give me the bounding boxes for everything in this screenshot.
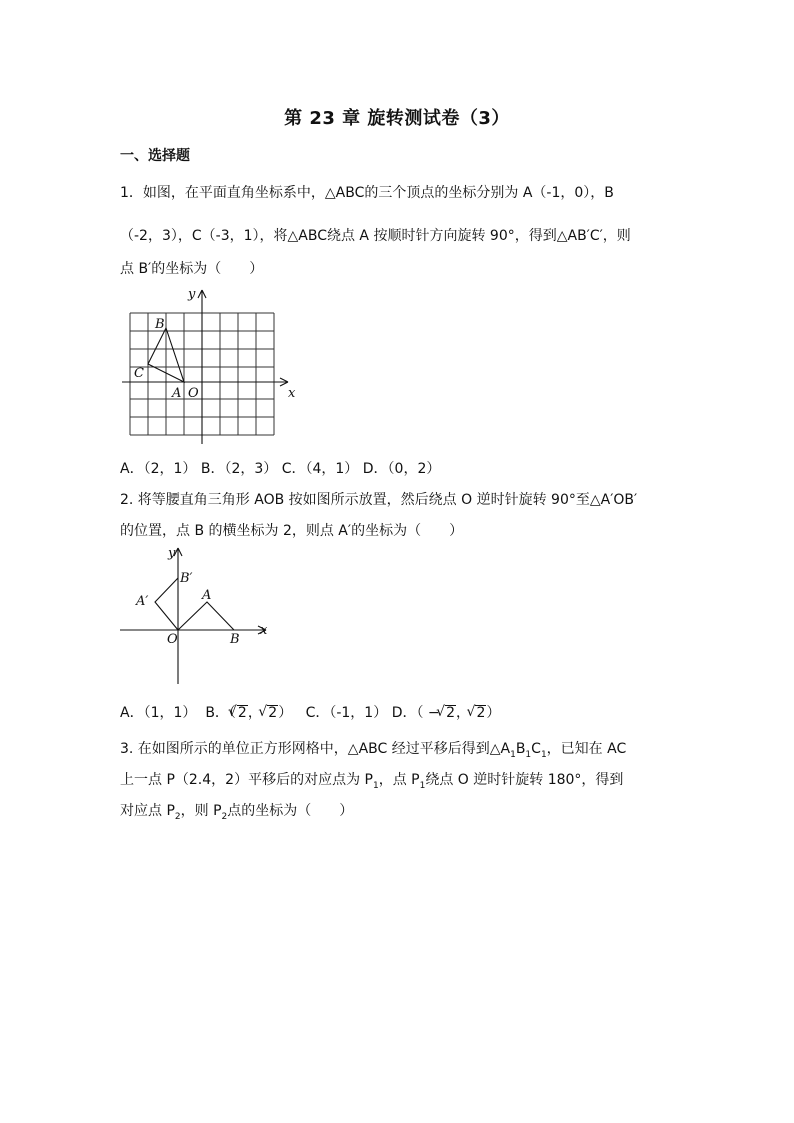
q2-y-label: y: [168, 546, 176, 561]
q2-choice-a: A．（1，1）: [120, 705, 197, 721]
q3-line-2: 上一点 P（2.4，2）平移后的对应点为 $P_1$，点 $P_1$绕点 O 逆时针旋转 180°，得到: [120, 772, 624, 791]
q1-label-a: A: [172, 386, 182, 401]
q2-choice-b: B．（√ 2， √ 2）: [205, 705, 292, 721]
q1-line-3: 点 B′的坐标为（ ）: [120, 261, 264, 277]
q1-x-label: x: [288, 386, 296, 401]
q2-figure: [116, 542, 276, 688]
section-heading: 一、选择题: [120, 148, 190, 164]
q2-line-1: 2. 将等腰直角三角形 AOB 按如图所示放置，然后绕点 O 逆时针旋转 90°至△A′OB′: [120, 492, 638, 508]
q2-choices: [120, 702, 500, 722]
q1-line-1: 1．如图，在平面直角坐标系中，△ABC的三个顶点的坐标分别为 A（-1，0），B: [120, 185, 614, 201]
sqrt-symbol: √ 2: [267, 705, 278, 721]
q3-line-1: 3. 在如图所示的单位正方形网格中，△ABC 经过平移后得到$\triangle A_1B_1C_1$，已知在 AC: [120, 741, 627, 760]
q1-choices: A．（2，1） B．（2，3） C．（4，1） D．（0，2）: [120, 461, 441, 477]
q2-triangle-aob: [178, 602, 234, 630]
q1-y-label: y: [188, 287, 196, 302]
q2-label-a: A: [202, 588, 212, 603]
q2-triangle-a-prime-o-b-prime: [155, 578, 178, 630]
sqrt-symbol: √ 2: [475, 705, 486, 721]
q2-label-a-prime: A′: [136, 594, 149, 609]
q2-choice-d: D．（ − √ 2， √ 2）: [392, 705, 501, 721]
q1-line-2: （-2，3），C（-3，1），将△ABC绕点 A 按顺时针方向旋转 90°，得到△AB′C′，则: [120, 228, 631, 244]
q2-x-label: x: [260, 623, 268, 638]
q1-label-c: C: [134, 366, 144, 381]
sqrt-symbol: √ 2: [445, 705, 456, 721]
sqrt-symbol: √ 2: [237, 705, 248, 721]
page-title: 第 23 章 旋转测试卷（3）: [284, 108, 510, 129]
q1-label-b: B: [155, 317, 165, 332]
q2-choice-c: C．（-1，1）: [305, 705, 388, 721]
q2-label-o: O: [167, 632, 178, 647]
q1-figure: [118, 284, 298, 446]
q1-label-o: O: [188, 386, 199, 401]
q2-label-b-prime: B′: [180, 571, 193, 586]
q2-line-2: 的位置，点 B 的横坐标为 2，则点 A′的坐标为（ ）: [120, 523, 464, 539]
q2-label-b: B: [230, 632, 240, 647]
q3-line-3: 对应点 $P_2$，则 $P_2$点的坐标为（ ）: [120, 803, 354, 822]
